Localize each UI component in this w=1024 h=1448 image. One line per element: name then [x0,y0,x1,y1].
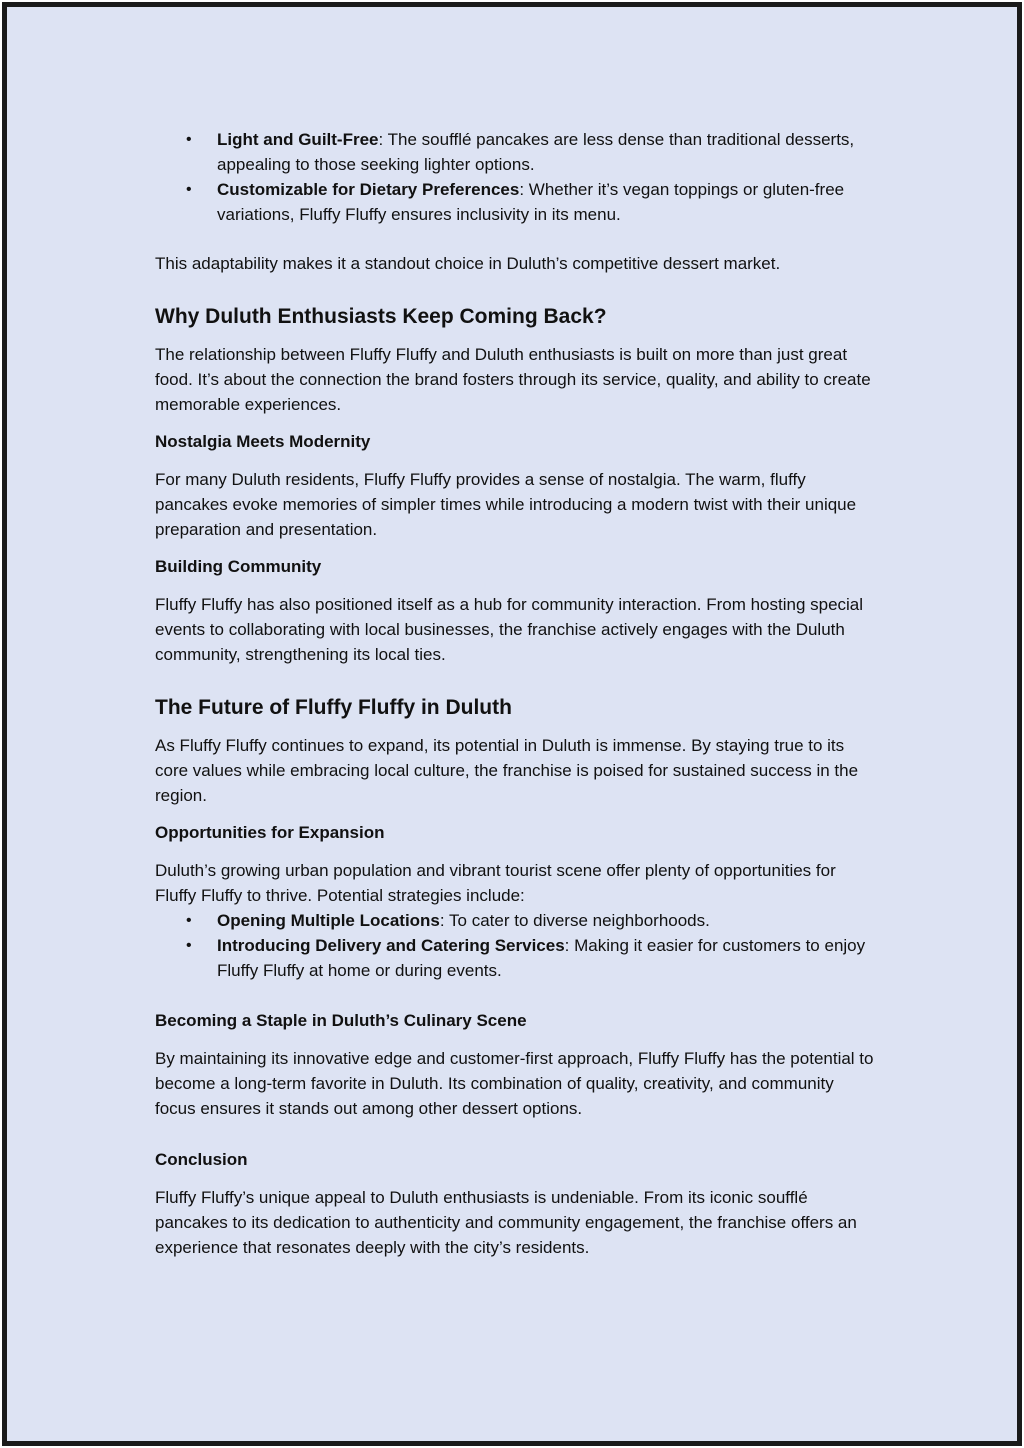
nostalgia-paragraph: For many Duluth residents, Fluffy Fluffy provides a sense of nostalgia. The warm, fluffy pancakes evoke memories of simpler times while introducing a modern twist with their unique preparation and presentation. [155,470,857,539]
subheading-expansion: Opportunities for Expansion [155,823,385,842]
conclusion-paragraph: Fluffy Fluffy’s unique appeal to Duluth enthusiasts is undeniable. From its iconic soufflé pancakes to its dedication to authenticity and community engagement, the franchise offers an experience that resonates deeply with the city’s residents. [155,1188,857,1257]
list-item [155,177,879,227]
bullet-icon: • [186,912,192,929]
section-heading-why: Why Duluth Enthusiasts Keep Coming Back? [155,305,607,328]
list-item-text: : To cater to diverse neighborhoods. [439,911,710,930]
list-item-text: : Whether it’s vegan toppings or gluten-free variations, Fluffy Fluffy ensures inclusivity in its menu. [217,180,845,224]
section-heading-future: The Future of Fluffy Fluffy in Duluth [155,696,512,719]
list-item-text: : The soufflé pancakes are less dense than traditional desserts, appealing to those seeking lighter options. [217,130,855,174]
expansion-paragraph: Duluth’s growing urban population and vibrant tourist scene offer plenty of opportunities for Fluffy Fluffy to thrive. Potential strategies include: [155,861,836,905]
list-item [155,908,879,933]
community-paragraph: Fluffy Fluffy has also positioned itself as a hub for community interaction. From hosting special events to collaborating with local businesses, the franchise actively engages with the Duluth community, strengthening its local ties. [155,595,864,664]
bullet-icon: • [186,937,192,954]
subheading-nostalgia: Nostalgia Meets Modernity [155,432,371,451]
list-item-bold: Customizable for Dietary Preferences [217,180,520,199]
benefits-list [155,127,879,227]
list-item [155,127,879,177]
subheading-conclusion: Conclusion [155,1150,248,1169]
document-page [2,2,1022,1446]
staple-paragraph: By maintaining its innovative edge and customer-first approach, Fluffy Fluffy has the potential to become a long-term favorite in Duluth. Its combination of quality, creativity, and community focus ensures it stands out among other dessert options. [155,1049,874,1118]
list-item-bold: Light and Guilt-Free [217,130,379,149]
page-content [155,127,879,1260]
list-item-bold: Introducing Delivery and Catering Services [217,936,565,955]
list-item [155,933,879,983]
subheading-community: Building Community [155,557,322,576]
future-intro-paragraph: As Fluffy Fluffy continues to expand, its potential in Duluth is immense. By staying true to its core values while embracing local culture, the franchise is poised for sustained success in the region. [155,736,859,805]
why-intro-paragraph: The relationship between Fluffy Fluffy and Duluth enthusiasts is built on more than just great food. It’s about the connection the brand fosters through its service, quality, and ability to create memorable experiences. [155,345,871,414]
bullet-icon: • [186,131,192,148]
adaptability-paragraph: This adaptability makes it a standout choice in Duluth’s competitive dessert market. [155,254,781,273]
list-item-bold: Opening Multiple Locations [217,911,440,930]
strategies-list [155,908,879,983]
list-item-text: : Making it easier for customers to enjoy Fluffy Fluffy at home or during events. [217,936,866,980]
bullet-icon: • [186,181,192,198]
subheading-staple: Becoming a Staple in Duluth’s Culinary Scene [155,1011,527,1030]
